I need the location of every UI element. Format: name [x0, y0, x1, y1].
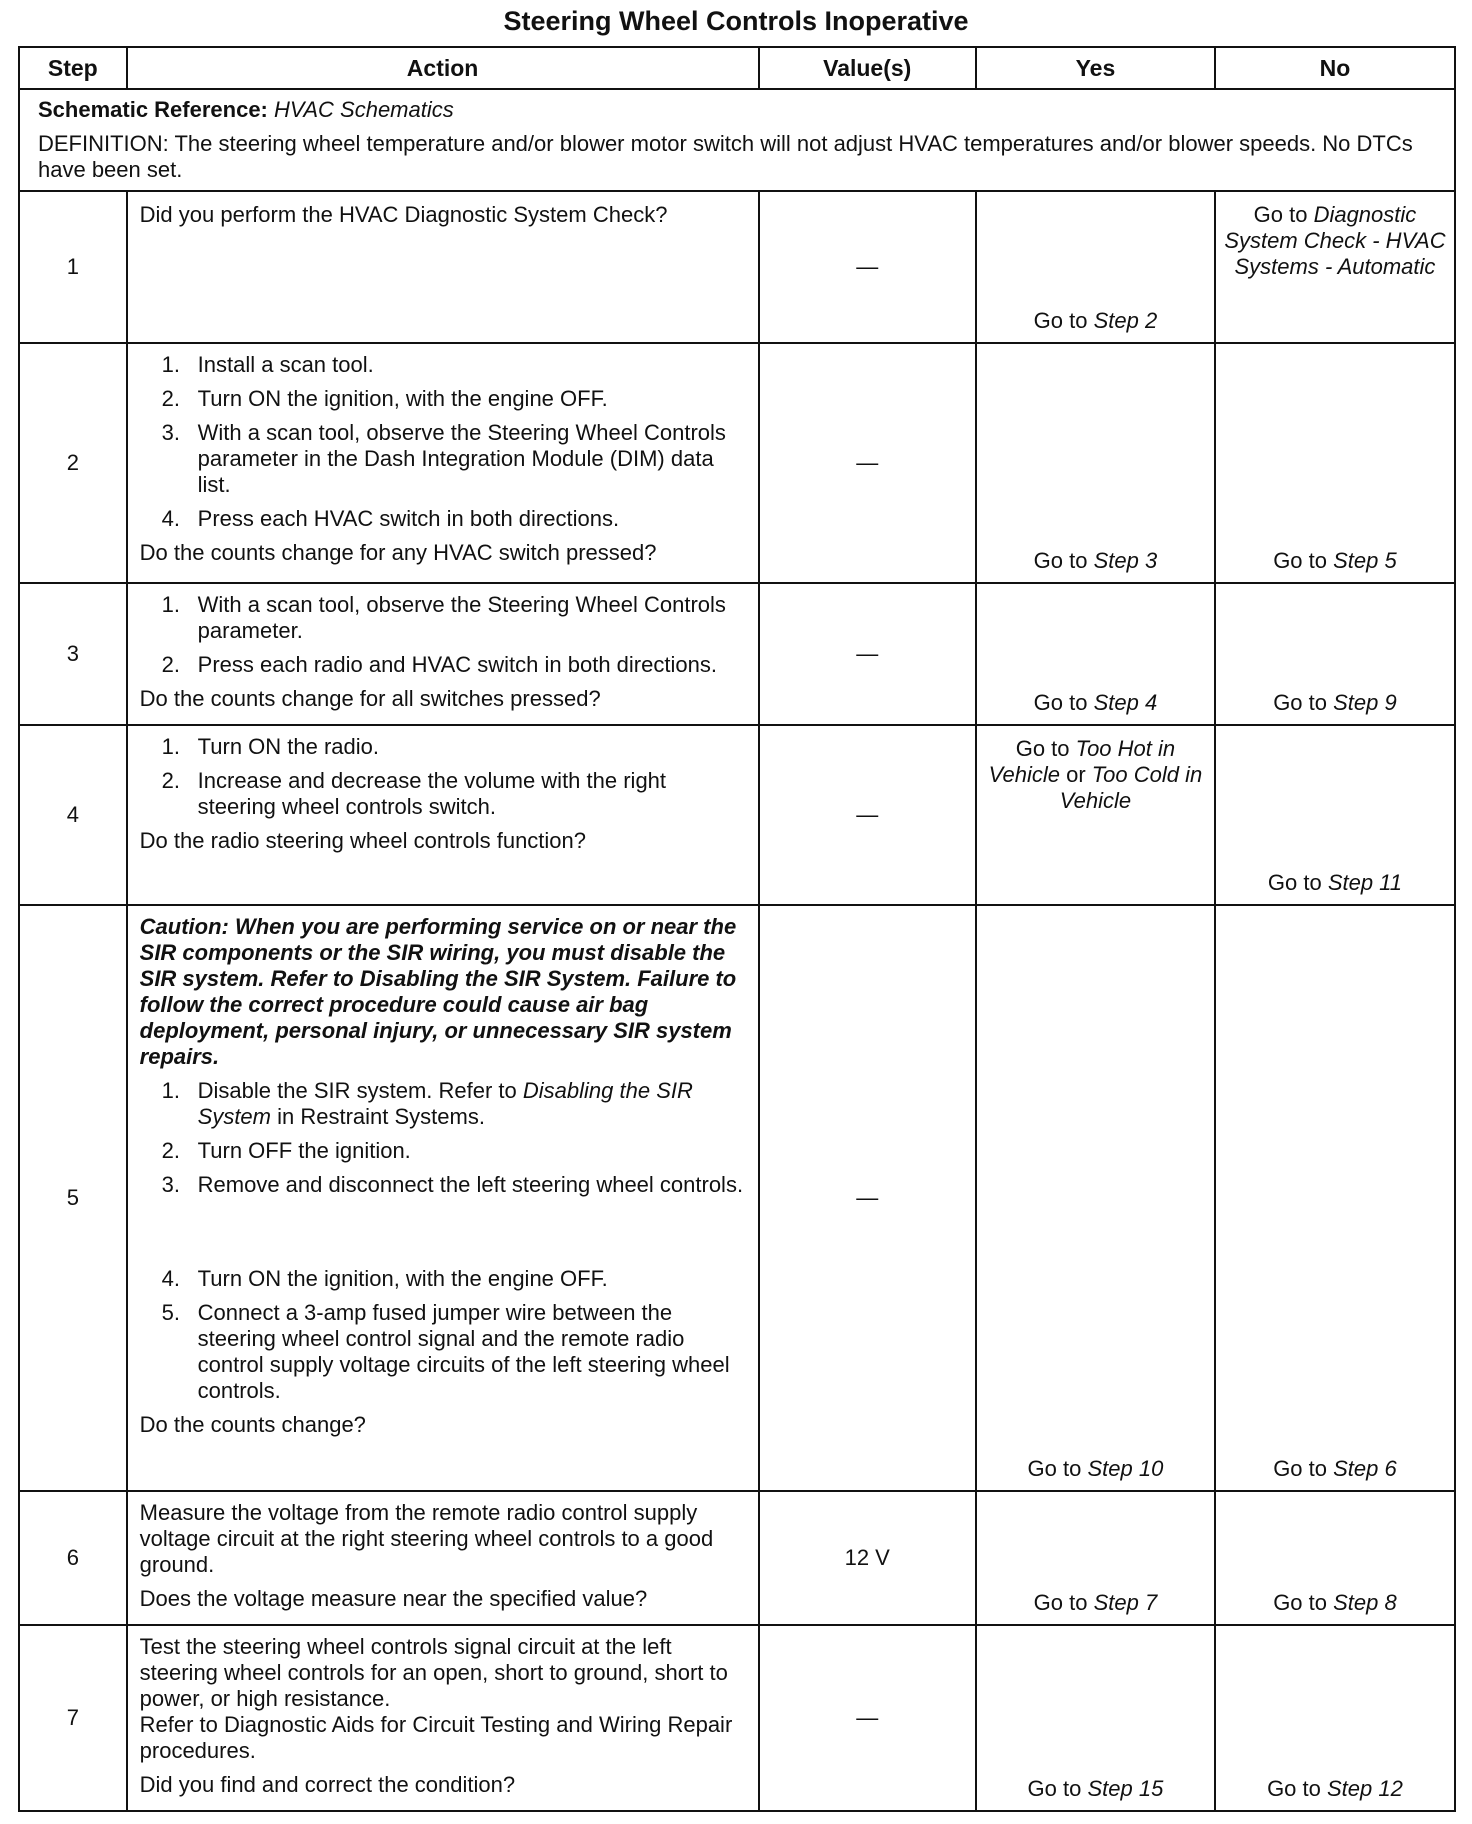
value-cell: —	[759, 1625, 976, 1811]
list-item: 1. With a scan tool, observe the Steering Wheel Controls parameter.	[161, 592, 726, 643]
yes-cell	[976, 191, 1215, 343]
action-cell	[127, 1491, 759, 1625]
yes-cell	[976, 725, 1215, 905]
header-values: Value(s)	[759, 47, 976, 89]
caution-note: Caution: When you are performing service on or near the SIR components or the SIR wiring, you must disable the SIR system. Refer to Disabling the SIR System. Failure to follow the correct procedure could cause air bag deployment, personal injury, or unnecessary SIR system repairs.	[139, 914, 737, 1069]
schematic-cell	[19, 89, 1455, 191]
list-item: 1. Disable the SIR system. Refer to Disabling the SIR System in Restraint Systems.	[161, 1078, 693, 1129]
no-cell	[1215, 1625, 1455, 1811]
step-question: Did you find and correct the condition?	[139, 1772, 516, 1797]
yes-link[interactable]: Step 2	[1093, 308, 1158, 333]
action-list	[140, 1078, 748, 1404]
schematic-reference-link[interactable]: HVAC Schematics	[274, 97, 454, 122]
action-cell	[127, 343, 759, 583]
value-cell: 12 V	[759, 1491, 976, 1625]
yes-link-too-cold[interactable]: Too Cold in Vehicle	[1059, 762, 1203, 813]
action-cell	[127, 725, 759, 905]
go-to-label: Go to	[1267, 870, 1322, 895]
list-item: 4. Press each HVAC switch in both directions.	[161, 506, 620, 531]
list-item: 2. Turn ON the ignition, with the engine OFF.	[161, 386, 608, 411]
step-number: 1	[19, 191, 127, 343]
step-question: Do the counts change for any HVAC switch pressed?	[139, 540, 657, 565]
step-question: Do the counts change?	[139, 1412, 366, 1437]
diagnostic-table	[18, 46, 1456, 1812]
value-cell: —	[759, 905, 976, 1491]
action-list	[140, 352, 748, 532]
step-question: Does the voltage measure near the specified value?	[139, 1586, 648, 1611]
no-link[interactable]: Step 11	[1327, 870, 1403, 895]
go-to-label: Go to	[1273, 1456, 1327, 1481]
disabling-sir-link[interactable]: Disabling the SIR System	[197, 1078, 693, 1129]
yes-link[interactable]: Step 3	[1093, 548, 1158, 573]
definition-text: DEFINITION: The steering wheel temperature and/or blower motor switch will not adjust HVAC temperatures and/or blower speeds. No DTCs have been set.	[38, 131, 1413, 182]
schematic-row	[19, 89, 1455, 191]
yes-cell	[976, 1491, 1215, 1625]
step-number: 2	[19, 343, 127, 583]
list-item: 2. Press each radio and HVAC switch in both directions.	[161, 652, 717, 677]
step-number: 6	[19, 1491, 127, 1625]
schematic-label: Schematic Reference:	[38, 97, 268, 122]
action-cell	[127, 191, 759, 343]
action-cell	[127, 583, 759, 725]
go-to-label: Go to	[1033, 690, 1088, 715]
go-to-label: Go to	[1027, 1456, 1082, 1481]
value-cell: —	[759, 583, 976, 725]
yes-link[interactable]: Step 7	[1093, 1590, 1158, 1615]
go-to-label: Go to	[1015, 736, 1070, 761]
go-to-label: Go to	[1273, 1590, 1327, 1615]
no-link[interactable]: Step 9	[1333, 690, 1397, 715]
no-cell	[1215, 725, 1455, 905]
go-to-label: Go to	[1253, 202, 1308, 227]
no-cell	[1215, 905, 1455, 1491]
go-to-label: Go to	[1033, 548, 1088, 573]
step-number: 5	[19, 905, 127, 1491]
table-row	[19, 905, 1455, 1491]
list-item: 2. Increase and decrease the volume with the right steering wheel controls switch.	[161, 768, 667, 819]
list-item: 5. Connect a 3-amp fused jumper wire between the steering wheel control signal and the remote radio control supply voltage circuits of the left steering wheel controls.	[161, 1300, 730, 1403]
no-link[interactable]: Step 12	[1327, 1776, 1403, 1801]
no-cell	[1215, 583, 1455, 725]
or-label: or	[1066, 762, 1086, 787]
page-title: Steering Wheel Controls Inoperative	[503, 6, 969, 36]
go-to-label: Go to	[1033, 308, 1088, 333]
no-link[interactable]: Step 6	[1333, 1456, 1397, 1481]
action-list	[140, 592, 748, 678]
table-row	[19, 1625, 1455, 1811]
no-cell	[1215, 191, 1455, 343]
yes-link[interactable]: Step 15	[1087, 1776, 1164, 1801]
yes-cell	[976, 905, 1215, 1491]
header-step: Step	[19, 47, 127, 89]
step-question: Do the radio steering wheel controls function?	[139, 828, 587, 853]
list-item: 1. Install a scan tool.	[161, 352, 374, 377]
list-item: 4. Turn ON the ignition, with the engine OFF.	[161, 1266, 608, 1291]
header-no: No	[1215, 47, 1455, 89]
spacer	[140, 1206, 748, 1258]
no-cell	[1215, 1491, 1455, 1625]
yes-cell	[976, 343, 1215, 583]
list-item: 3. Remove and disconnect the left steering wheel controls.	[161, 1172, 744, 1197]
step-question: Did you perform the HVAC Diagnostic System Check?	[139, 202, 668, 227]
header-row	[19, 47, 1455, 89]
list-item: 3. With a scan tool, observe the Steering Wheel Controls parameter in the Dash Integration Module (DIM) data list.	[161, 420, 726, 497]
step-number: 7	[19, 1625, 127, 1811]
yes-link[interactable]: Step 10	[1087, 1456, 1164, 1481]
header-yes: Yes	[976, 47, 1215, 89]
table-row	[19, 343, 1455, 583]
value-cell: —	[759, 343, 976, 583]
list-item: 1. Turn ON the radio.	[161, 734, 380, 759]
no-link[interactable]: Step 8	[1333, 1590, 1397, 1615]
step-instruction-ref: Refer to Diagnostic Aids for Circuit Testing and Wiring Repair procedures.	[139, 1712, 733, 1763]
no-link[interactable]: Step 5	[1333, 548, 1397, 573]
table-row	[19, 1491, 1455, 1625]
step-number: 4	[19, 725, 127, 905]
go-to-label: Go to	[1267, 1776, 1321, 1801]
action-cell	[127, 905, 759, 1491]
no-cell	[1215, 343, 1455, 583]
go-to-label: Go to	[1033, 1590, 1088, 1615]
yes-link[interactable]: Step 4	[1093, 690, 1158, 715]
header-action: Action	[127, 47, 759, 89]
step-instruction: Measure the voltage from the remote radio control supply voltage circuit at the right steering wheel controls to a good ground.	[139, 1500, 714, 1577]
value-cell: —	[759, 725, 976, 905]
action-list	[140, 734, 748, 820]
step-number: 3	[19, 583, 127, 725]
value-cell: —	[759, 191, 976, 343]
go-to-label: Go to	[1027, 1776, 1082, 1801]
table-row	[19, 191, 1455, 343]
list-item: 2. Turn OFF the ignition.	[161, 1138, 411, 1163]
step-instruction: Test the steering wheel controls signal circuit at the left steering wheel controls for an open, short to ground, short to power, or high resistance.	[139, 1634, 728, 1711]
action-cell	[127, 1625, 759, 1811]
yes-cell	[976, 583, 1215, 725]
table-row	[19, 725, 1455, 905]
no-link[interactable]: Diagnostic System Check - HVAC Systems - Automatic	[1224, 202, 1446, 279]
go-to-label: Go to	[1273, 548, 1327, 573]
table-row	[19, 583, 1455, 725]
yes-cell	[976, 1625, 1215, 1811]
yes-link-too-hot[interactable]: Too Hot in Vehicle	[988, 736, 1176, 787]
step-question: Do the counts change for all switches pressed?	[139, 686, 601, 711]
go-to-label: Go to	[1273, 690, 1327, 715]
